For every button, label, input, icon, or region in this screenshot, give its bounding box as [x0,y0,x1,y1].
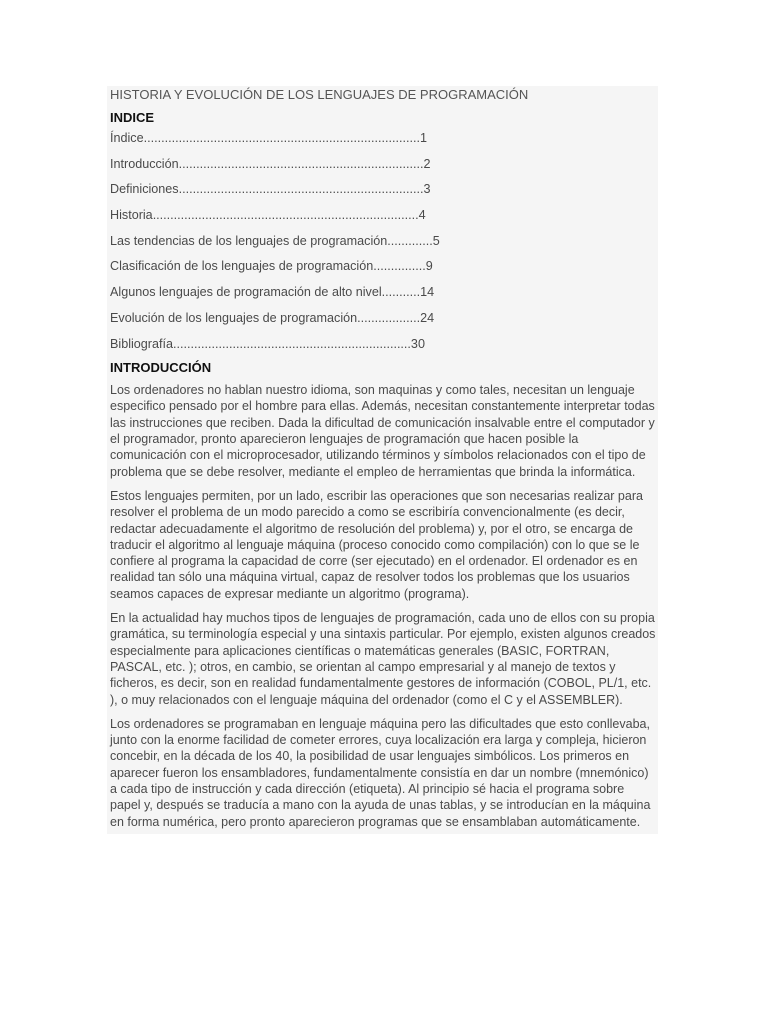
paragraph: Los ordenadores se programaban en lenguaje máquina pero las dificultades que esto conllevaba, junto con la enorme facilidad de cometer errores, cuya localización era larga y compleja, hicieron concebir, en la década de los 40, la posibilidad de usar lenguajes simbólicos. Los primeros en aparecer fueron los ensambladores, fundamentalmente consistía en dar un nombre (mnemónico) a cada tipo de instrucción y cada dirección (etiqueta). Al principio sé hacia el programa sobre papel y, después se traducía a mano con la ayuda de unas tablas, y se introducían en la máquina en forma numérica, pero pronto aparecieron programas que se ensamblaban automáticamente. [110,716,651,829]
document-title: HISTORIA Y EVOLUCIÓN DE LOS LENGUAJES DE PROGRAMACIÓN [110,87,529,102]
toc-item: Algunos lenguajes de programación de alto nivel...........14 [110,285,435,300]
toc-item: Bibliografía....................................................................30 [110,336,425,351]
paragraph: Los ordenadores no hablan nuestro idioma, son maquinas y como tales, necesitan un lenguaje especifico pensado por el hombre para ellas. Además, necesitan constantemente interpretar todas las instrucciones que reciben. Dada la dificultad de comunicación insalvable entre el computador y el programador, pronto aparecieron lenguajes de programación que hacen posible la comunicación con el microprocesador, utilizando términos y símbolos relacionados con el tipo de problema que se debe resolver, mediante el empleo de herramientas que brinda la informática. [110,383,655,479]
index-heading: INDICE [110,110,155,125]
toc-item: Clasificación de los lenguajes de programación...............9 [110,259,433,274]
toc-item: Introducción......................................................................2 [110,156,431,171]
document-body [107,86,658,834]
toc-item: Índice...............................................................................1 [110,131,428,145]
introduction-heading: INTRODUCCIÓN [110,360,212,376]
toc-item: Definiciones......................................................................3 [110,182,431,197]
toc-item: Las tendencias de los lenguajes de programación.............5 [110,233,440,248]
paragraph: En la actualidad hay muchos tipos de lenguajes de programación, cada uno de ellos con su propia gramática, su terminología especial y una sintaxis particular. Por ejemplo, existen algunos creados especialmente para aplicaciones científicas o matemáticas generales (BASIC, FORTRAN, PASCAL, etc. ); otros, en cambio, se orientan al campo empresarial y al manejo de textos y ficheros, es decir, son en realidad fundamentalmente gestores de información (COBOL, PL/1, etc. ), o muy relacionados con el lenguaje máquina del ordenador (como el C y el ASSEMBLER). [110,611,656,707]
paragraph: Estos lenguajes permiten, por un lado, escribir las operaciones que son necesarias realizar para resolver el problema de un modo parecido a como se escribiría convencionalmente (es decir, redactar adecuadamente el algoritmo de resolución del problema) y, por el otro, se encarga de traducir el algoritmo al lenguaje máquina (proceso conocido como compilación) con lo que se le confiere al programa la capacidad de corre (ser ejecutado) en el ordenador. El ordenador es en realidad tan sólo una máquina virtual, capaz de resolver todos los problemas que los usuarios seamos capaces de expresar mediante un algoritmo (programa). [110,488,643,601]
toc-item: Historia............................................................................4 [110,208,426,223]
table-of-contents [110,130,658,353]
toc-item: Evolución de los lenguajes de programación..................24 [110,310,435,325]
